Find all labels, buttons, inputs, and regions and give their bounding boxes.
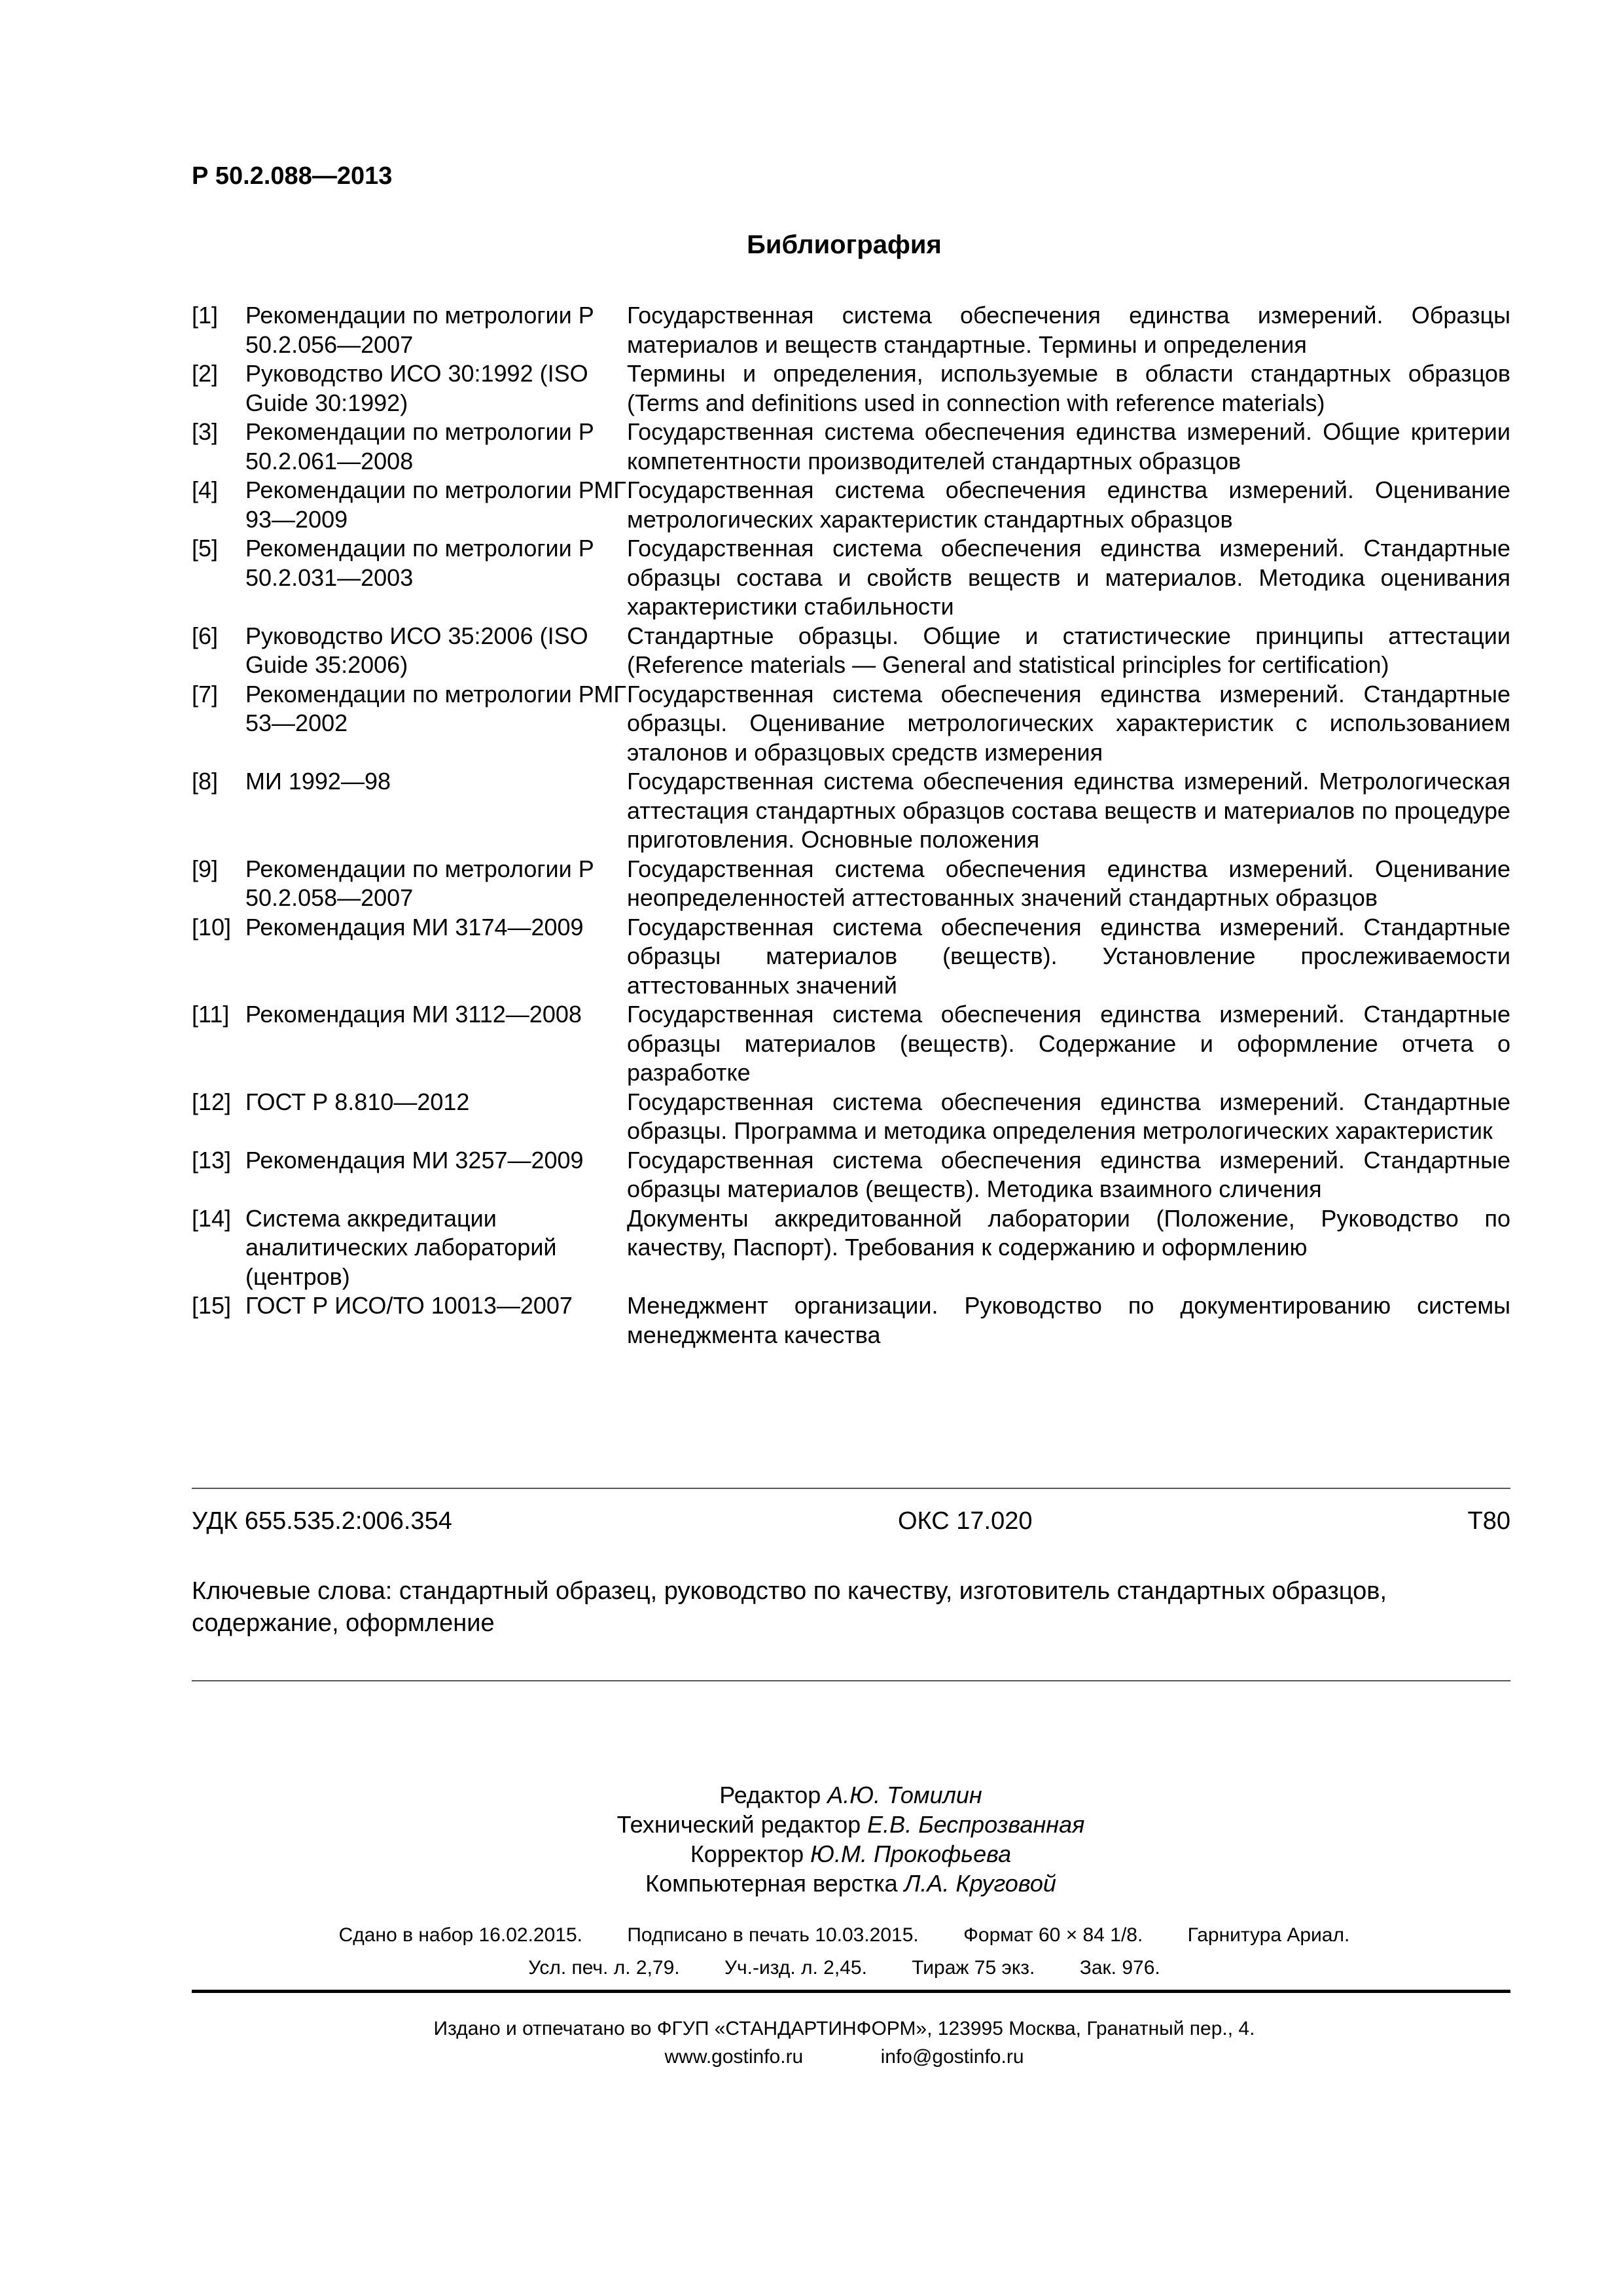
entry-number: [6] bbox=[192, 622, 219, 649]
entry-number: [11] bbox=[192, 1001, 230, 1028]
entry-number: [1] bbox=[192, 302, 219, 329]
entry-title: Государственная система обеспечения единства измерений. Стандартные образцы материалов (веществ). Методика взаимного сличения bbox=[627, 1146, 1510, 1202]
entry-number: [13] bbox=[192, 1146, 232, 1174]
document-code: Р 50.2.088—2013 bbox=[192, 162, 393, 190]
bibliography-entry bbox=[192, 622, 1510, 680]
bibliography-entry bbox=[192, 680, 1510, 768]
entry-title: Государственная система обеспечения единства измерений. Стандартные образцы. Оценивание метрологических характеристик с использованием эталонов и образцовых средств измерения bbox=[627, 680, 1510, 766]
credits bbox=[0, 1780, 1623, 1898]
entry-title: Документы аккредитованной лаборатории (Положение, Руководство по качеству, Паспорт). Требования к содержанию и оформлению bbox=[627, 1204, 1510, 1261]
entry-title: Государственная система обеспечения единства измерений. Общие критерии компетентности производителей стандартных образцов bbox=[627, 418, 1510, 475]
print-info-line-1: Сдано в набор 16.02.2015. Подписано в печать 10.03.2015. Формат 60 × 84 1/8. Гарнитура Ариал. bbox=[338, 1924, 1350, 1946]
entry-title: Государственная система обеспечения единства измерений. Стандартные образцы. Программа и методика определения метрологических характеристик bbox=[627, 1088, 1510, 1144]
entry-title: Менеджмент организации. Руководство по документированию системы менеджмента качества bbox=[627, 1292, 1510, 1348]
entry-number: [3] bbox=[192, 418, 219, 445]
credit-proofreader: Корректор Ю.М. Прокофьева bbox=[690, 1840, 1012, 1867]
bibliography-entry bbox=[192, 301, 1510, 359]
entry-title: Стандартные образцы. Общие и статистические принципы аттестации (Reference materials — General and statistical principles for certification) bbox=[627, 622, 1510, 678]
entry-number: [4] bbox=[192, 476, 219, 503]
keywords-text: стандартный образец, руководство по качеству, изготовитель стандартных образцов, содержание, оформление bbox=[192, 1577, 1387, 1637]
entry-source: Руководство ИСО 35:2006 (ISO Guide 35:2006) bbox=[245, 622, 588, 678]
bibliography-entry bbox=[192, 534, 1510, 622]
entry-number: [12] bbox=[192, 1088, 232, 1115]
bibliography-entry bbox=[192, 767, 1510, 855]
entry-number: [7] bbox=[192, 680, 219, 708]
publisher-email[interactable]: info@gostinfo.ru bbox=[880, 2046, 1024, 2068]
publisher-address: Издано и отпечатано во ФГУП «СТАНДАРТИНФОРМ», 123995 Москва, Гранатный пер., 4. bbox=[433, 2018, 1255, 2039]
credit-editor: Редактор А.Ю. Томилин bbox=[719, 1782, 982, 1808]
bibliography-entry bbox=[192, 1291, 1510, 1350]
bibliography-entry bbox=[192, 476, 1510, 534]
publisher-website[interactable]: www.gostinfo.ru bbox=[664, 2046, 804, 2068]
divider-top bbox=[192, 1488, 1510, 1489]
entry-source: Рекомендация МИ 3174—2009 bbox=[245, 913, 584, 941]
entry-source: Рекомендации по метрологии Р 50.2.031—2003 bbox=[245, 535, 594, 591]
entry-title: Государственная система обеспечения единства измерений. Метрологическая аттестация стандартных образцов состава веществ и материалов по процедуре приготовления. Основные положения bbox=[627, 768, 1510, 853]
bibliography-entry bbox=[192, 418, 1510, 476]
entry-source: Рекомендации по метрологии Р 50.2.058—2007 bbox=[245, 855, 594, 911]
entry-title: Государственная система обеспечения единства измерений. Образцы материалов и веществ стандартные. Термины и определения bbox=[627, 302, 1510, 358]
print-info-line-2: Усл. печ. л. 2,79. Уч.-изд. л. 2,45. Тираж 75 экз. Зак. 976. bbox=[528, 1957, 1160, 1979]
entry-source: Рекомендация МИ 3112—2008 bbox=[245, 1001, 582, 1028]
entry-source: Рекомендации по метрологии РМГ 53—2002 bbox=[245, 680, 626, 736]
entry-number: [15] bbox=[192, 1292, 232, 1319]
entry-number: [8] bbox=[192, 768, 219, 795]
entry-source: Рекомендации по метрологии Р 50.2.056—2007 bbox=[245, 302, 594, 358]
divider-publisher bbox=[192, 1990, 1510, 1993]
keywords-label: Ключевые слова: bbox=[192, 1577, 393, 1605]
bibliography-entry bbox=[192, 913, 1510, 1001]
entry-number: [14] bbox=[192, 1204, 232, 1232]
bibliography-entry bbox=[192, 359, 1510, 418]
bibliography-entry bbox=[192, 855, 1510, 913]
publisher-info bbox=[0, 2015, 1623, 2071]
bibliography-list bbox=[192, 301, 1510, 1350]
entry-source: Система аккредитации аналитических лабораторий (центров) bbox=[245, 1204, 557, 1290]
entry-source: ГОСТ Р ИСО/ТО 10013—2007 bbox=[245, 1292, 573, 1319]
entry-title: Термины и определения, используемые в области стандартных образцов (Terms and definitions used in connection with reference materials) bbox=[627, 360, 1510, 416]
entry-number: [10] bbox=[192, 913, 232, 941]
entry-source: Рекомендации по метрологии РМГ 93—2009 bbox=[245, 476, 626, 533]
bibliography-title: Библиография bbox=[747, 230, 942, 259]
keywords bbox=[192, 1575, 1510, 1640]
entry-source: Рекомендация МИ 3257—2009 bbox=[245, 1146, 584, 1174]
entry-number: [9] bbox=[192, 855, 219, 882]
entry-title: Государственная система обеспечения единства измерений. Оценивание неопределенностей аттестованных значений стандартных образцов bbox=[627, 855, 1510, 911]
divider-bottom bbox=[192, 1680, 1510, 1681]
credit-tech-editor: Технический редактор Е.В. Беспрозванная bbox=[616, 1811, 1085, 1838]
group-code: Т80 bbox=[1467, 1507, 1510, 1535]
bibliography-entry bbox=[192, 1088, 1510, 1146]
entry-source: ГОСТ Р 8.810—2012 bbox=[245, 1088, 470, 1115]
entry-number: [5] bbox=[192, 535, 219, 562]
entry-title: Государственная система обеспечения единства измерений. Стандартные образцы состава и свойств веществ и материалов. Методика оценивания характеристики стабильности bbox=[627, 535, 1510, 620]
entry-source: МИ 1992—98 bbox=[245, 768, 391, 795]
entry-title: Государственная система обеспечения единства измерений. Оценивание метрологических характеристик стандартных образцов bbox=[627, 476, 1510, 533]
bibliography-entry bbox=[192, 1000, 1510, 1088]
entry-source: Рекомендации по метрологии Р 50.2.061—2008 bbox=[245, 418, 594, 475]
oks-code: ОКС 17.020 bbox=[898, 1507, 1033, 1535]
bibliography-entry bbox=[192, 1146, 1510, 1204]
entry-title: Государственная система обеспечения единства измерений. Стандартные образцы материалов (веществ). Установление прослеживаемости аттестованных значений bbox=[627, 913, 1510, 999]
entry-number: [2] bbox=[192, 360, 219, 387]
credit-layout: Компьютерная верстка Л.А. Круговой bbox=[645, 1870, 1056, 1897]
udk-code: УДК 655.535.2:006.354 bbox=[192, 1507, 452, 1535]
bibliography-entry bbox=[192, 1204, 1510, 1292]
entry-source: Руководство ИСО 30:1992 (ISO Guide 30:1992) bbox=[245, 360, 588, 416]
entry-title: Государственная система обеспечения единства измерений. Стандартные образцы материалов (веществ). Содержание и оформление отчета о разработке bbox=[627, 1001, 1510, 1086]
